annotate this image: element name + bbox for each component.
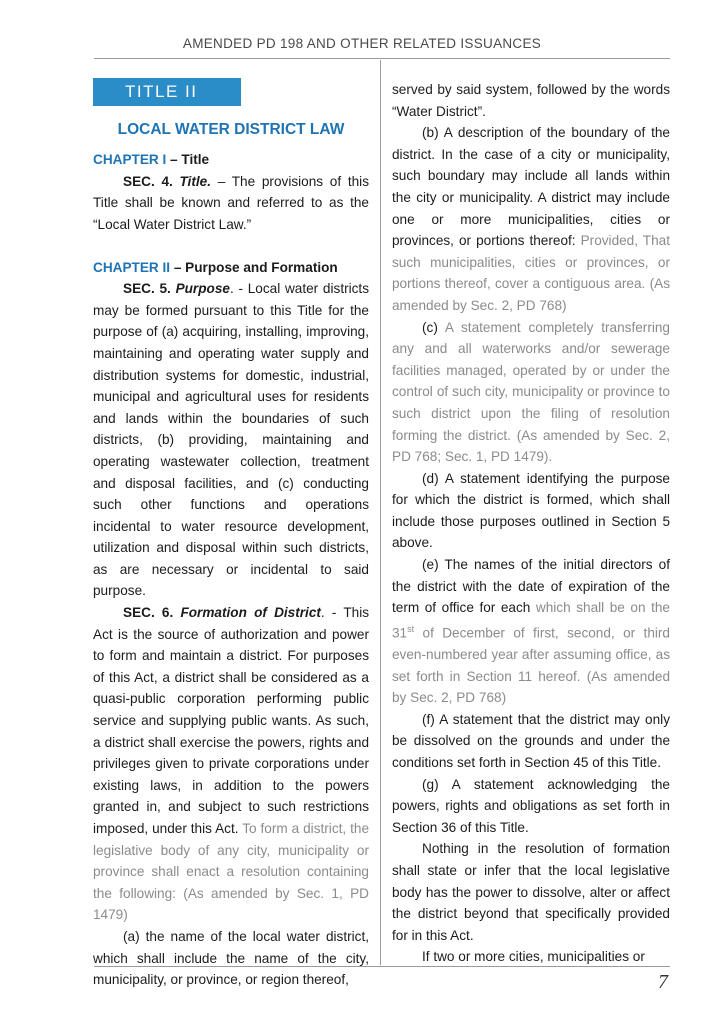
running-header-title: AMENDED PD 198 AND OTHER RELATED ISSUANCES: [182, 36, 542, 51]
section-4-paragraph: [93, 171, 369, 236]
item-e-amended-text-1: which shall be on the 31: [392, 600, 670, 641]
item-e-paragraph: [392, 554, 670, 709]
section-6-title: Formation of District: [180, 605, 321, 621]
section-5-label: SEC. 5.: [123, 281, 171, 297]
section-4-label: SEC. 4.: [123, 173, 173, 189]
item-a-continuation: served by said system, followed by the words “Water District”.: [392, 82, 670, 119]
item-g-paragraph: (g) A statement acknowledging the powers, rights and obligations as set forth in Section 36 of this Title.: [392, 776, 670, 835]
section-4-title: Title.: [179, 173, 211, 189]
column-divider: [380, 60, 381, 965]
chapter-1-dash: –: [166, 152, 182, 168]
item-c-text: (c): [422, 319, 445, 335]
item-b-amended-text: Provided, That such municipalities, cities or provinces, or portions thereof, cover a contiguous area. (As amended by Sec. 2, PD 768): [392, 233, 670, 313]
chapter-2-heading: [93, 257, 369, 279]
section-6-paragraph: [93, 602, 369, 926]
page-number: 7: [658, 971, 668, 993]
chapter-2-dash: –: [170, 259, 186, 275]
nothing-paragraph: Nothing in the resolution of formation shall state or infer that the local legislative body has the power to dissolve, alter or affect the district beyond that specifically provided for in this Act.: [392, 841, 670, 943]
section-5-text: . - Local water districts may be formed pursuant to this Title for the purpose of (a) acquiring, installing, improving, maintaining and operating water supply and distribution systems for domestic, industrial, municipal and agricultural uses for residents and lands within the boundaries of such districts, (b) providing, maintaining and operating wastewater collection, treatment and disposal facilities, and (c) conducting such other functions and operations incidental to water resource development, utilization and disposal within such districts, as are necessary or incidental to said purpose.: [93, 281, 370, 599]
header-rule: [94, 58, 670, 59]
item-a-paragraph: (a) the name of the local water district, which shall include the name of the city, municipality, or province, or region thereof,: [93, 928, 369, 988]
item-e-amended-text-2: of December of first, second, or third even-numbered year after assuming office, as set forth in Section 11 hereof. (As amended by Sec. 2, PD 768): [392, 625, 670, 706]
left-column: [93, 72, 369, 991]
chapter-1-name: Title: [181, 152, 210, 168]
item-e-superscript: st: [407, 623, 415, 634]
item-f-paragraph: (f) A statement that the district may only be dissolved on the grounds and under the conditions set forth in Section 45 of this Title.: [392, 711, 670, 770]
footer-rule: [94, 966, 670, 967]
section-6-label: SEC. 6.: [123, 605, 174, 621]
item-e-text: (e) The names of the initial directors of the district with the date of expiration of the term of office for each: [392, 557, 670, 616]
chapter-2-name: Purpose and Formation: [185, 259, 338, 275]
spacer: [93, 236, 369, 257]
section-5-title: Purpose: [175, 281, 230, 297]
right-column: [392, 79, 670, 968]
section-5-paragraph: [93, 278, 369, 602]
chapter-2-label: CHAPTER II: [93, 259, 171, 275]
item-d-paragraph: (d) A statement identifying the purpose for which the district is formed, which shall include those purposes outlined in Section 5 above.: [392, 470, 670, 551]
last-line-paragraph: If two or more cities, municipalities or: [422, 949, 645, 965]
item-c-paragraph: [392, 317, 670, 468]
item-b-paragraph: [392, 122, 670, 316]
section-6-text: . - This Act is the source of authorization and power to form and maintain a district. For purposes of this Act, a district shall be considered as a quasi-public corporation performing public service and supplying public wants. As such, a district shall exercise the powers, rights and privileges given to private corporations under existing laws, in addition to the powers granted in, and subject to such restrictions imposed, under this Act.: [93, 605, 370, 836]
section-6-amended-text: To form a district, the legislative body of any city, municipality or province shall enact a resolution containing the following: (As amended by Sec. 1, PD 1479): [93, 821, 369, 923]
law-heading: LOCAL WATER DISTRICT LAW: [117, 120, 345, 138]
chapter-1-heading: [93, 149, 369, 171]
title-box: TITLE II: [93, 78, 241, 106]
item-b-text: (b) A description of the boundary of the district. In the case of a city or municipality, such boundary may include all lands within the city or municipality. A district may include one or more municipalities, cities or provinces, or portions thereof:: [392, 125, 670, 249]
section-4-text: – The provisions of this Title shall be known and referred to as the “Local Water District Law.”: [93, 173, 369, 232]
chapter-1-label: CHAPTER I: [93, 152, 167, 168]
item-c-amended-text: A statement completely transferring any and all waterworks and/or sewerage facilities managed, operated by or under the control of such city, municipality or province to such district upon the filing of resolution forming the district. (As amended by Sec. 2, PD 768; Sec. 1, PD 1479).: [392, 319, 670, 465]
